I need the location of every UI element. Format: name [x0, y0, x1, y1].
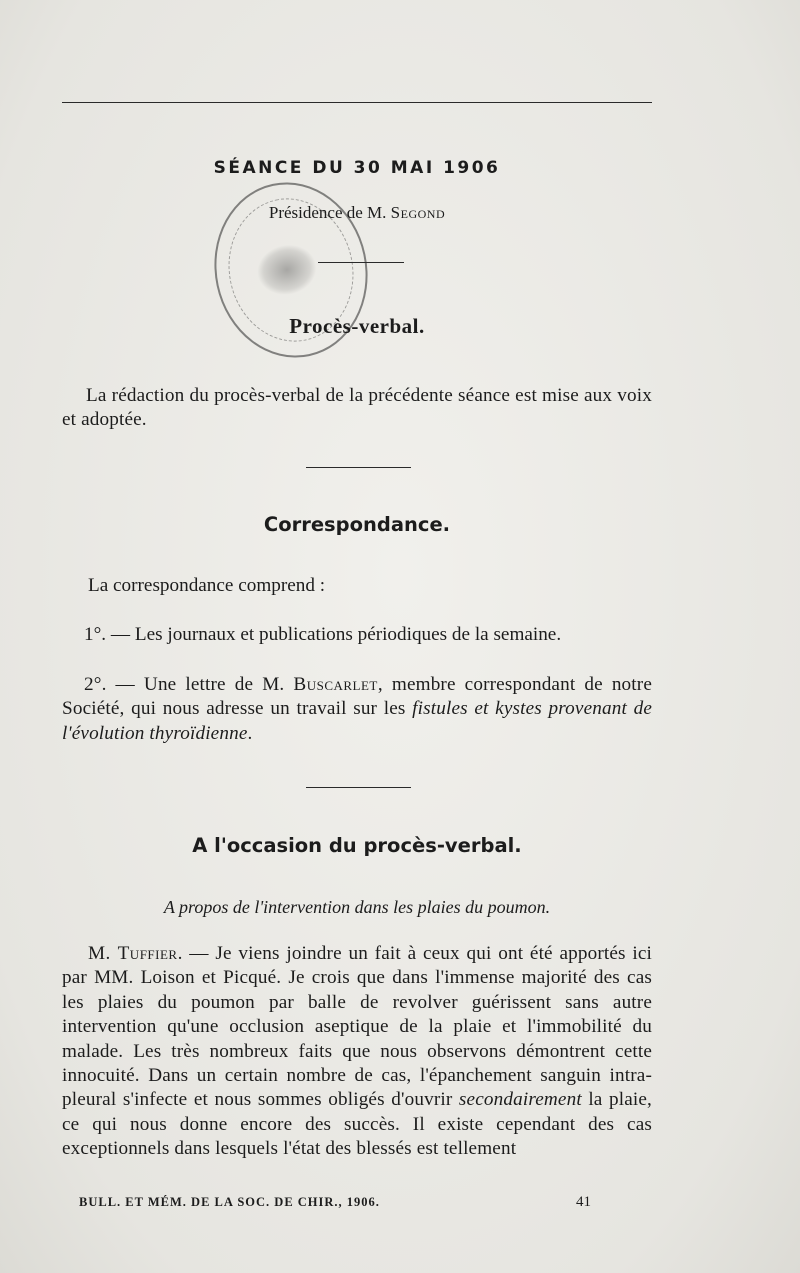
item-2-mid: , membre correspondant de notre Société, qui nous adresse un travail sur les: [62, 674, 652, 720]
tuffier-text-italic: secondairement: [458, 1089, 582, 1111]
correspondance-item-1: [62, 623, 674, 647]
occasion-subheading: A propos de l'intervention dans les plaies du poumon.: [163, 897, 551, 917]
presidence-line: [62, 203, 652, 223]
correspondance-heading: Correspondance.: [263, 513, 451, 536]
proces-verbal-heading: Procès-verbal.: [289, 314, 425, 338]
speaker-name: M. Tuffier: [88, 943, 178, 964]
item-2-work-title: fistules et kystes provenant de l'évolution thyroïdienne: [62, 698, 652, 744]
tuffier-text-part-1: . — Je viens joindre un fait à ceux qui ont été apportés ici par MM. Loison et Picqué. Je crois que dans l'immense majorité des cas les plaies du poumon par balle de revolver guérissent sans autre intervention qu'une occlusion aseptique de la plaie et l'immobilité du malade. Les très nombreux faits que nous observons démontrent cette innocuité. Dans un certain nombre de cas, l'épanchement sanguin intra-pleural s'infecte et nous sommes obligés d'ouvrir: [62, 943, 653, 1111]
footer-citation: BULL. ET MÉM. DE LA SOC. DE CHIR., 1906.: [79, 1195, 380, 1209]
proces-verbal-text: La rédaction du procès-verbal de la précédente séance est mise aux voix et adoptée.: [62, 385, 652, 431]
item-2-pre: — Une lettre de M.: [106, 674, 294, 695]
item-2-number: 2°.: [84, 674, 107, 695]
item-1-text: — Les journaux et publications périodiques de la semaine.: [106, 624, 562, 645]
tuffier-paragraph: [62, 942, 652, 1162]
top-rule: [62, 102, 652, 103]
library-stamp-seal: [198, 168, 383, 372]
footer-page-number: 41: [576, 1194, 591, 1210]
president-name: Segond: [390, 203, 446, 222]
correspondent-name: Buscarlet: [293, 674, 378, 695]
occasion-heading: A l'occasion du procès-verbal.: [192, 834, 522, 857]
tuffier-text-part-2: la plaie, ce qui nous donne encore des succès. Il existe cependant des cas exceptionnels dans lesquels l'état des blessés est tellement: [62, 1089, 652, 1160]
item-1-number: 1°.: [84, 624, 107, 645]
section-divider-2: [306, 787, 411, 788]
correspondance-item-2: [62, 673, 652, 746]
seance-title: SÉANCE DU 30 MAI 1906: [213, 158, 501, 178]
correspondance-intro: La correspondance comprend :: [88, 575, 326, 596]
section-divider-1: [306, 467, 411, 468]
presidence-rule: [318, 262, 404, 263]
presidence-prefix: Présidence de M.: [268, 203, 391, 222]
item-2-end: .: [247, 722, 253, 744]
